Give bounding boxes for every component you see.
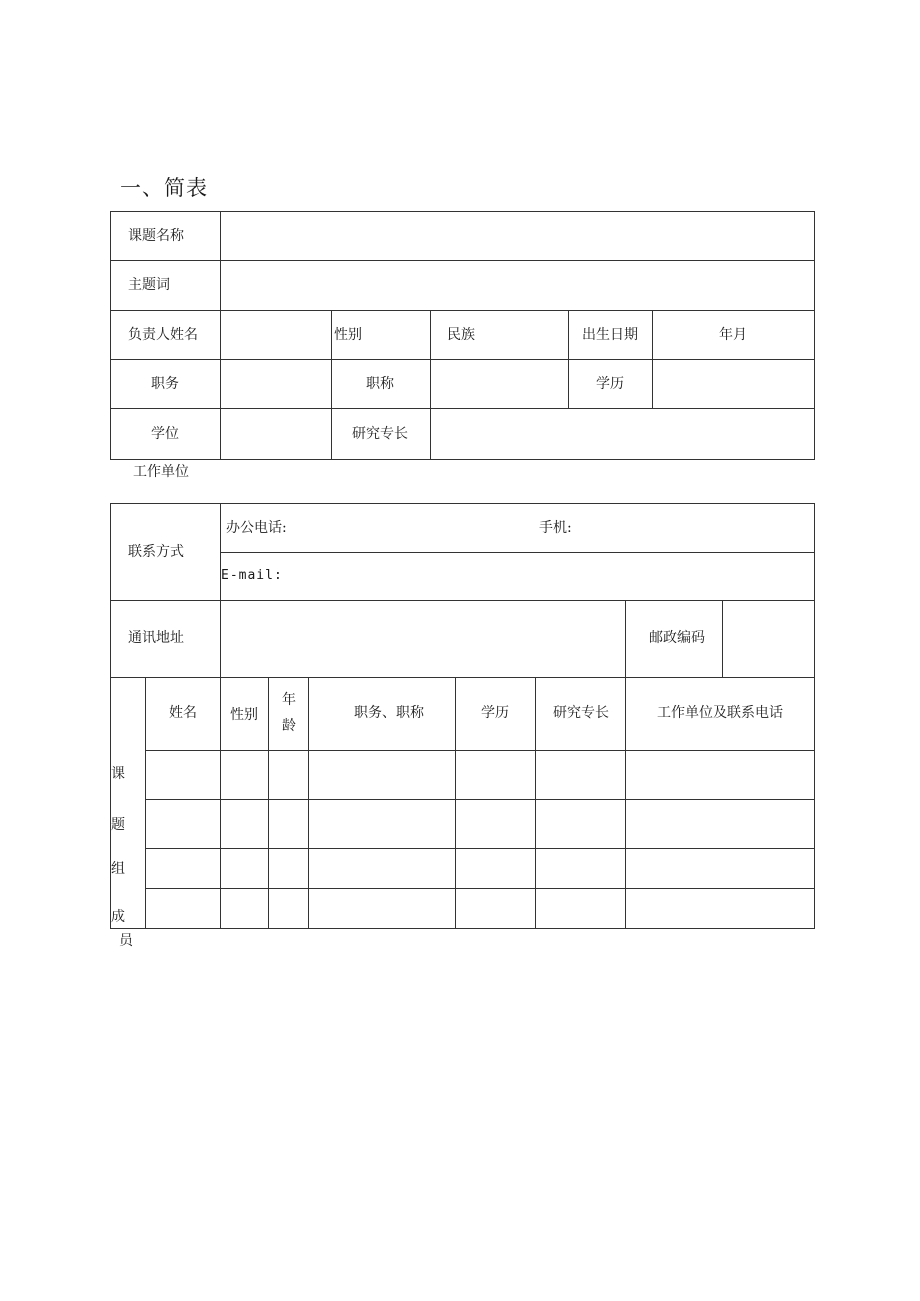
member-row[interactable] <box>146 849 814 888</box>
office-phone-field[interactable] <box>300 504 530 551</box>
email-field[interactable] <box>290 553 813 599</box>
member-age-header-line2: 龄 <box>282 718 296 734</box>
member-age-header-line1: 年 <box>282 692 296 708</box>
member-position-header: 职务、职称 <box>354 705 424 721</box>
member-gender-header: 性别 <box>230 707 258 723</box>
ethnicity-label: 民族 <box>447 327 475 343</box>
postcode-label: 邮政编码 <box>649 630 705 646</box>
email-label: E-mail: <box>221 568 283 583</box>
address-label: 通讯地址 <box>128 630 184 646</box>
member-education-header: 学历 <box>481 705 509 721</box>
specialty-label: 研究专长 <box>352 426 408 442</box>
education-field[interactable] <box>653 360 814 408</box>
keywords-label: 主题词 <box>128 277 170 293</box>
members-side-label-char: 成 <box>111 909 125 925</box>
members-side-label-char: 员 <box>119 933 133 949</box>
member-name-header: 姓名 <box>169 705 197 721</box>
education-label: 学历 <box>596 376 624 392</box>
address-field[interactable] <box>221 601 625 677</box>
title-label: 职称 <box>366 376 394 392</box>
member-specialty-header: 研究专长 <box>553 705 609 721</box>
keywords-field[interactable] <box>221 261 814 309</box>
birth-date-label: 出生日期 <box>582 327 638 343</box>
leader-name-label: 负责人姓名 <box>128 327 198 343</box>
mobile-field[interactable] <box>585 504 813 551</box>
position-label: 职务 <box>151 376 179 392</box>
degree-field[interactable] <box>221 409 331 459</box>
position-field[interactable] <box>221 360 331 408</box>
leader-name-field[interactable] <box>221 311 331 359</box>
members-side-label-char: 课 <box>111 766 125 782</box>
title-field[interactable] <box>431 360 568 408</box>
office-phone-label: 办公电话: <box>226 520 287 536</box>
specialty-field[interactable] <box>431 409 814 459</box>
members-side-label-char: 题 <box>111 817 125 833</box>
topic-name-field[interactable] <box>221 212 814 260</box>
topic-name-label: 课题名称 <box>128 228 184 244</box>
year-month-label: 年月 <box>719 327 747 343</box>
mobile-label: 手机: <box>539 520 572 536</box>
postcode-field[interactable] <box>723 601 814 677</box>
member-row[interactable] <box>146 889 814 928</box>
member-row[interactable] <box>146 800 814 848</box>
section-title: 一、简表 <box>120 176 208 200</box>
member-unit-phone-header: 工作单位及联系电话 <box>657 705 783 721</box>
gender-label: 性别 <box>334 327 362 343</box>
degree-label: 学位 <box>151 426 179 442</box>
members-side-label-char: 组 <box>111 861 125 877</box>
contact-label: 联系方式 <box>128 544 184 560</box>
member-row[interactable] <box>146 751 814 799</box>
work-unit-label: 工作单位 <box>133 464 189 480</box>
